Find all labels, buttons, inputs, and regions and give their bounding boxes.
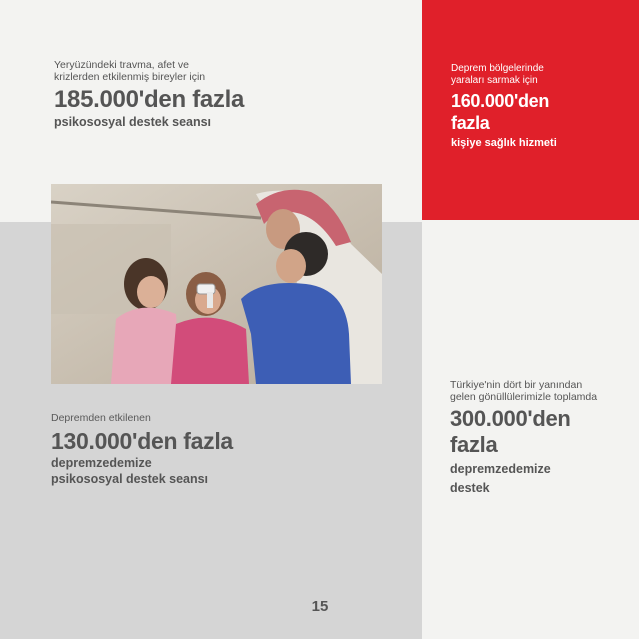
stat-intro: Depremden etkilenen bbox=[51, 412, 151, 424]
stat-headline-line: 160.000'den bbox=[451, 91, 550, 111]
stat-headline: 130.000'den fazla bbox=[51, 428, 233, 454]
stat-psychosocial-earthquake bbox=[51, 412, 401, 487]
stat-headline-line: 300.000'den bbox=[450, 406, 571, 431]
stat-subline: depremzedemize bbox=[51, 456, 152, 470]
earthquake-relief-photo bbox=[51, 184, 382, 384]
stat-subline: depremzedemize bbox=[450, 462, 551, 476]
stat-headline bbox=[450, 406, 630, 458]
stat-intro: yaraları sarmak için bbox=[451, 75, 538, 86]
page-number: 15 bbox=[311, 598, 329, 615]
stat-intro: krizlerden etkilenmiş bireyler için bbox=[54, 71, 206, 83]
stat-volunteer-support bbox=[450, 379, 630, 496]
stat-intro: Yeryüzündeki travma, afet ve bbox=[54, 59, 190, 71]
stat-subline: kişiye sağlık hizmeti bbox=[451, 137, 557, 149]
stat-subline: psikososyal destek seansı bbox=[54, 115, 212, 129]
stat-intro: Türkiye'nin dört bir yanından bbox=[450, 379, 583, 391]
stat-psychosocial-global bbox=[54, 59, 384, 130]
stat-headline bbox=[451, 90, 621, 134]
stat-headline-line: fazla bbox=[451, 113, 490, 133]
stat-headline-line: fazla bbox=[450, 432, 498, 457]
stat-subline: psikososyal destek seansı bbox=[51, 472, 209, 486]
stat-headline: 185.000'den fazla bbox=[54, 86, 245, 113]
stat-intro: Deprem bölgelerinde bbox=[451, 63, 544, 74]
stat-subline: destek bbox=[450, 481, 490, 495]
stat-intro: gelen gönüllülerimizle toplamda bbox=[450, 391, 598, 403]
stat-health-service bbox=[451, 63, 621, 150]
